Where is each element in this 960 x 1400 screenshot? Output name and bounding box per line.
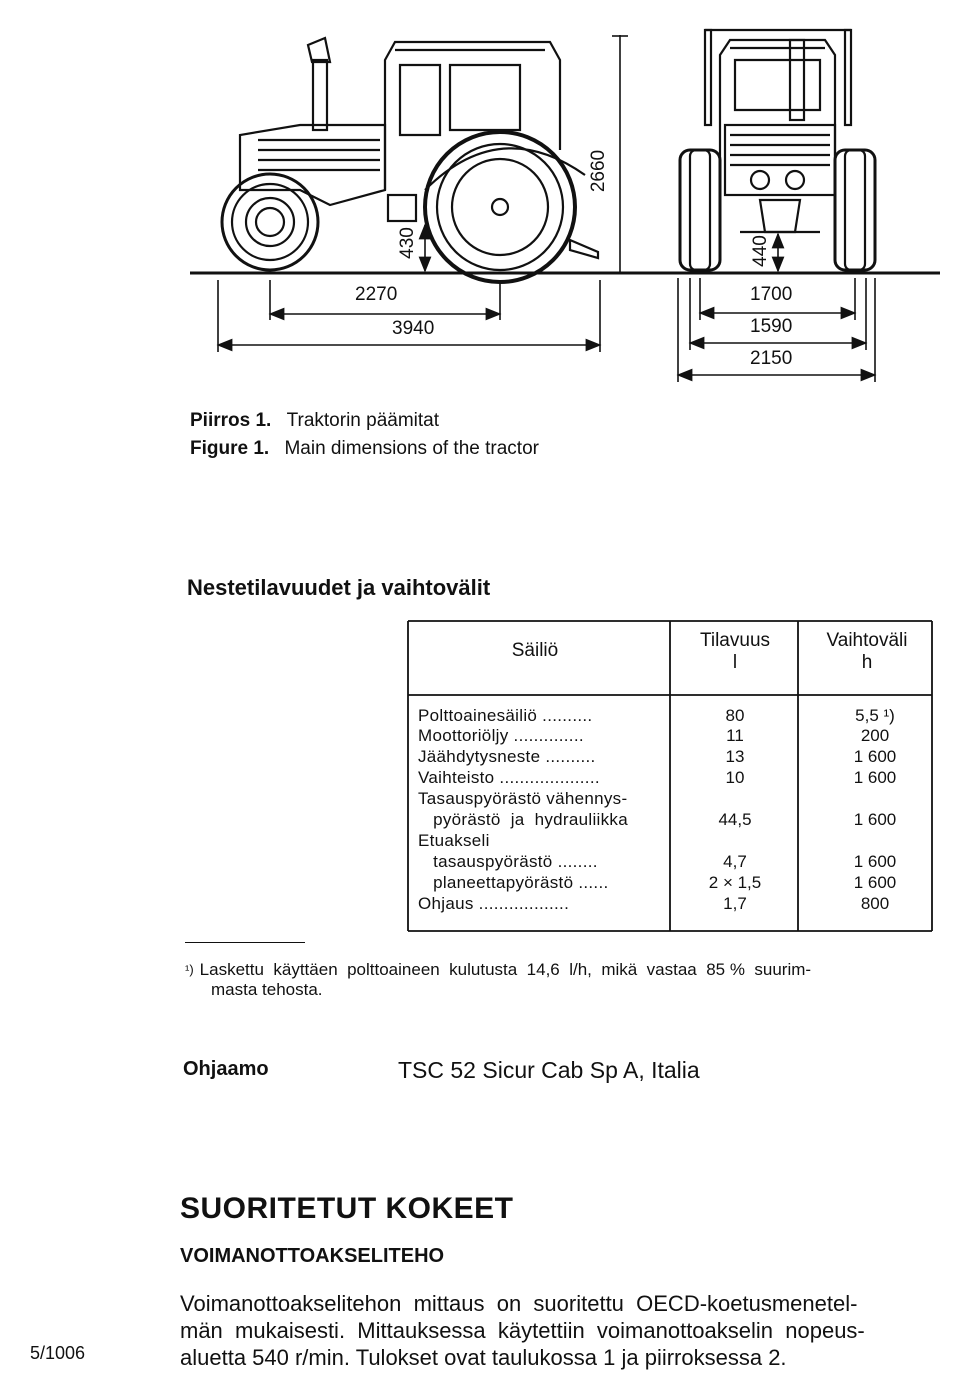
dim-track1-label: 1700 (750, 284, 793, 305)
row-interval: 5,5 ¹) (855, 706, 895, 725)
tests-paragraph-line2: män mukaisesti. Mittauksessa käytettiin voimanottoakselin nopeus- (180, 1318, 865, 1343)
col-capacity-header (672, 630, 798, 674)
tests-paragraph-line1: Voimanottoakselitehon mittaus on suoritettu OECD-koetusmenetel- (180, 1291, 858, 1316)
page-number: 5/1006 (30, 1343, 86, 1363)
row-capacity: 80 (725, 706, 745, 725)
row-label: Moottoriöljy .............. (418, 726, 584, 745)
caption-fi-label: Piirros 1. (190, 410, 272, 431)
footnote-line2: masta tehosta. (211, 980, 323, 999)
row-label: planeettapyörästö ...... (418, 873, 609, 892)
row-capacity: 2 × 1,5 (708, 873, 762, 892)
footnote-rule (185, 942, 305, 943)
dim-clearance-label: 430 (396, 227, 418, 259)
caption-en-text: Main dimensions of the tractor (284, 438, 539, 459)
row-interval: 1 600 (853, 852, 897, 871)
col-interval-header (802, 630, 932, 674)
row-capacity: 11 (726, 726, 744, 745)
row-interval: 200 (860, 726, 890, 745)
dim-track2-label: 1590 (750, 316, 793, 337)
row-capacity: 13 (725, 747, 745, 766)
tests-paragraph (180, 1290, 940, 1371)
figure-caption-en (190, 438, 539, 460)
caption-fi-text: Traktorin päämitat (286, 410, 440, 431)
figure-caption-fi (190, 410, 439, 432)
row-label: Polttoainesäiliö .......... (418, 706, 593, 725)
cab-label: Ohjaamo (183, 1058, 269, 1080)
footnote (185, 960, 811, 1000)
tractor-dimension-drawing (0, 0, 960, 390)
row-capacity: 10 (725, 768, 745, 787)
row-label: Etuakseli (418, 831, 490, 850)
row-interval: 1 600 (853, 873, 897, 892)
row-label: Jäähdytysneste .......... (418, 747, 596, 766)
dim-length-label: 3940 (392, 318, 435, 339)
row-label: pyörästö ja hydrauliikka (418, 810, 628, 829)
col-reservoir-header: Säiliö (511, 640, 559, 661)
row-label: tasauspyörästö ........ (418, 852, 598, 871)
tests-heading: SUORITETUT KOKEET (180, 1192, 514, 1225)
tests-subheading: VOIMANOTTOAKSELITEHO (180, 1245, 445, 1267)
row-capacity: 1,7 (723, 894, 747, 913)
row-interval: 1 600 (853, 747, 897, 766)
fluids-heading: Nestetilavuudet ja vaihtovälit (187, 575, 491, 600)
row-capacity: 44,5 (718, 810, 752, 829)
row-label: Ohjaus .................. (418, 894, 570, 913)
tests-paragraph-line3: aluetta 540 r/min. Tulokset ovat taulukossa 1 ja piirroksessa 2. (180, 1345, 787, 1370)
row-capacity: 4,7 (723, 852, 747, 871)
footnote-mark: ¹) (185, 962, 194, 977)
caption-en-label: Figure 1. (190, 438, 270, 459)
col-capacity-label: Tilavuus (699, 630, 771, 651)
row-interval: 1 600 (853, 810, 897, 829)
col-interval-label: Vaihtoväli (826, 630, 908, 651)
row-interval: 800 (860, 894, 890, 913)
row-label: Tasauspyörästö vähennys- (418, 789, 628, 808)
row-interval: 1 600 (853, 768, 897, 787)
dim-height-label: 2660 (588, 149, 610, 193)
dim-width-label: 2150 (750, 348, 793, 369)
col-interval-unit: h (861, 652, 873, 673)
row-label: Vaihteisto .................... (418, 768, 600, 787)
cab-value: TSC 52 Sicur Cab Sp A, Italia (398, 1057, 700, 1083)
footnote-line1: Laskettu käyttäen polttoaineen kulutusta 14,6 l/h, mikä vastaa 85 % suurim- (199, 960, 812, 979)
dim-wheelbase-label: 2270 (355, 284, 398, 305)
col-capacity-unit: l (732, 652, 738, 673)
dim-rear-clearance-label: 440 (749, 235, 771, 267)
